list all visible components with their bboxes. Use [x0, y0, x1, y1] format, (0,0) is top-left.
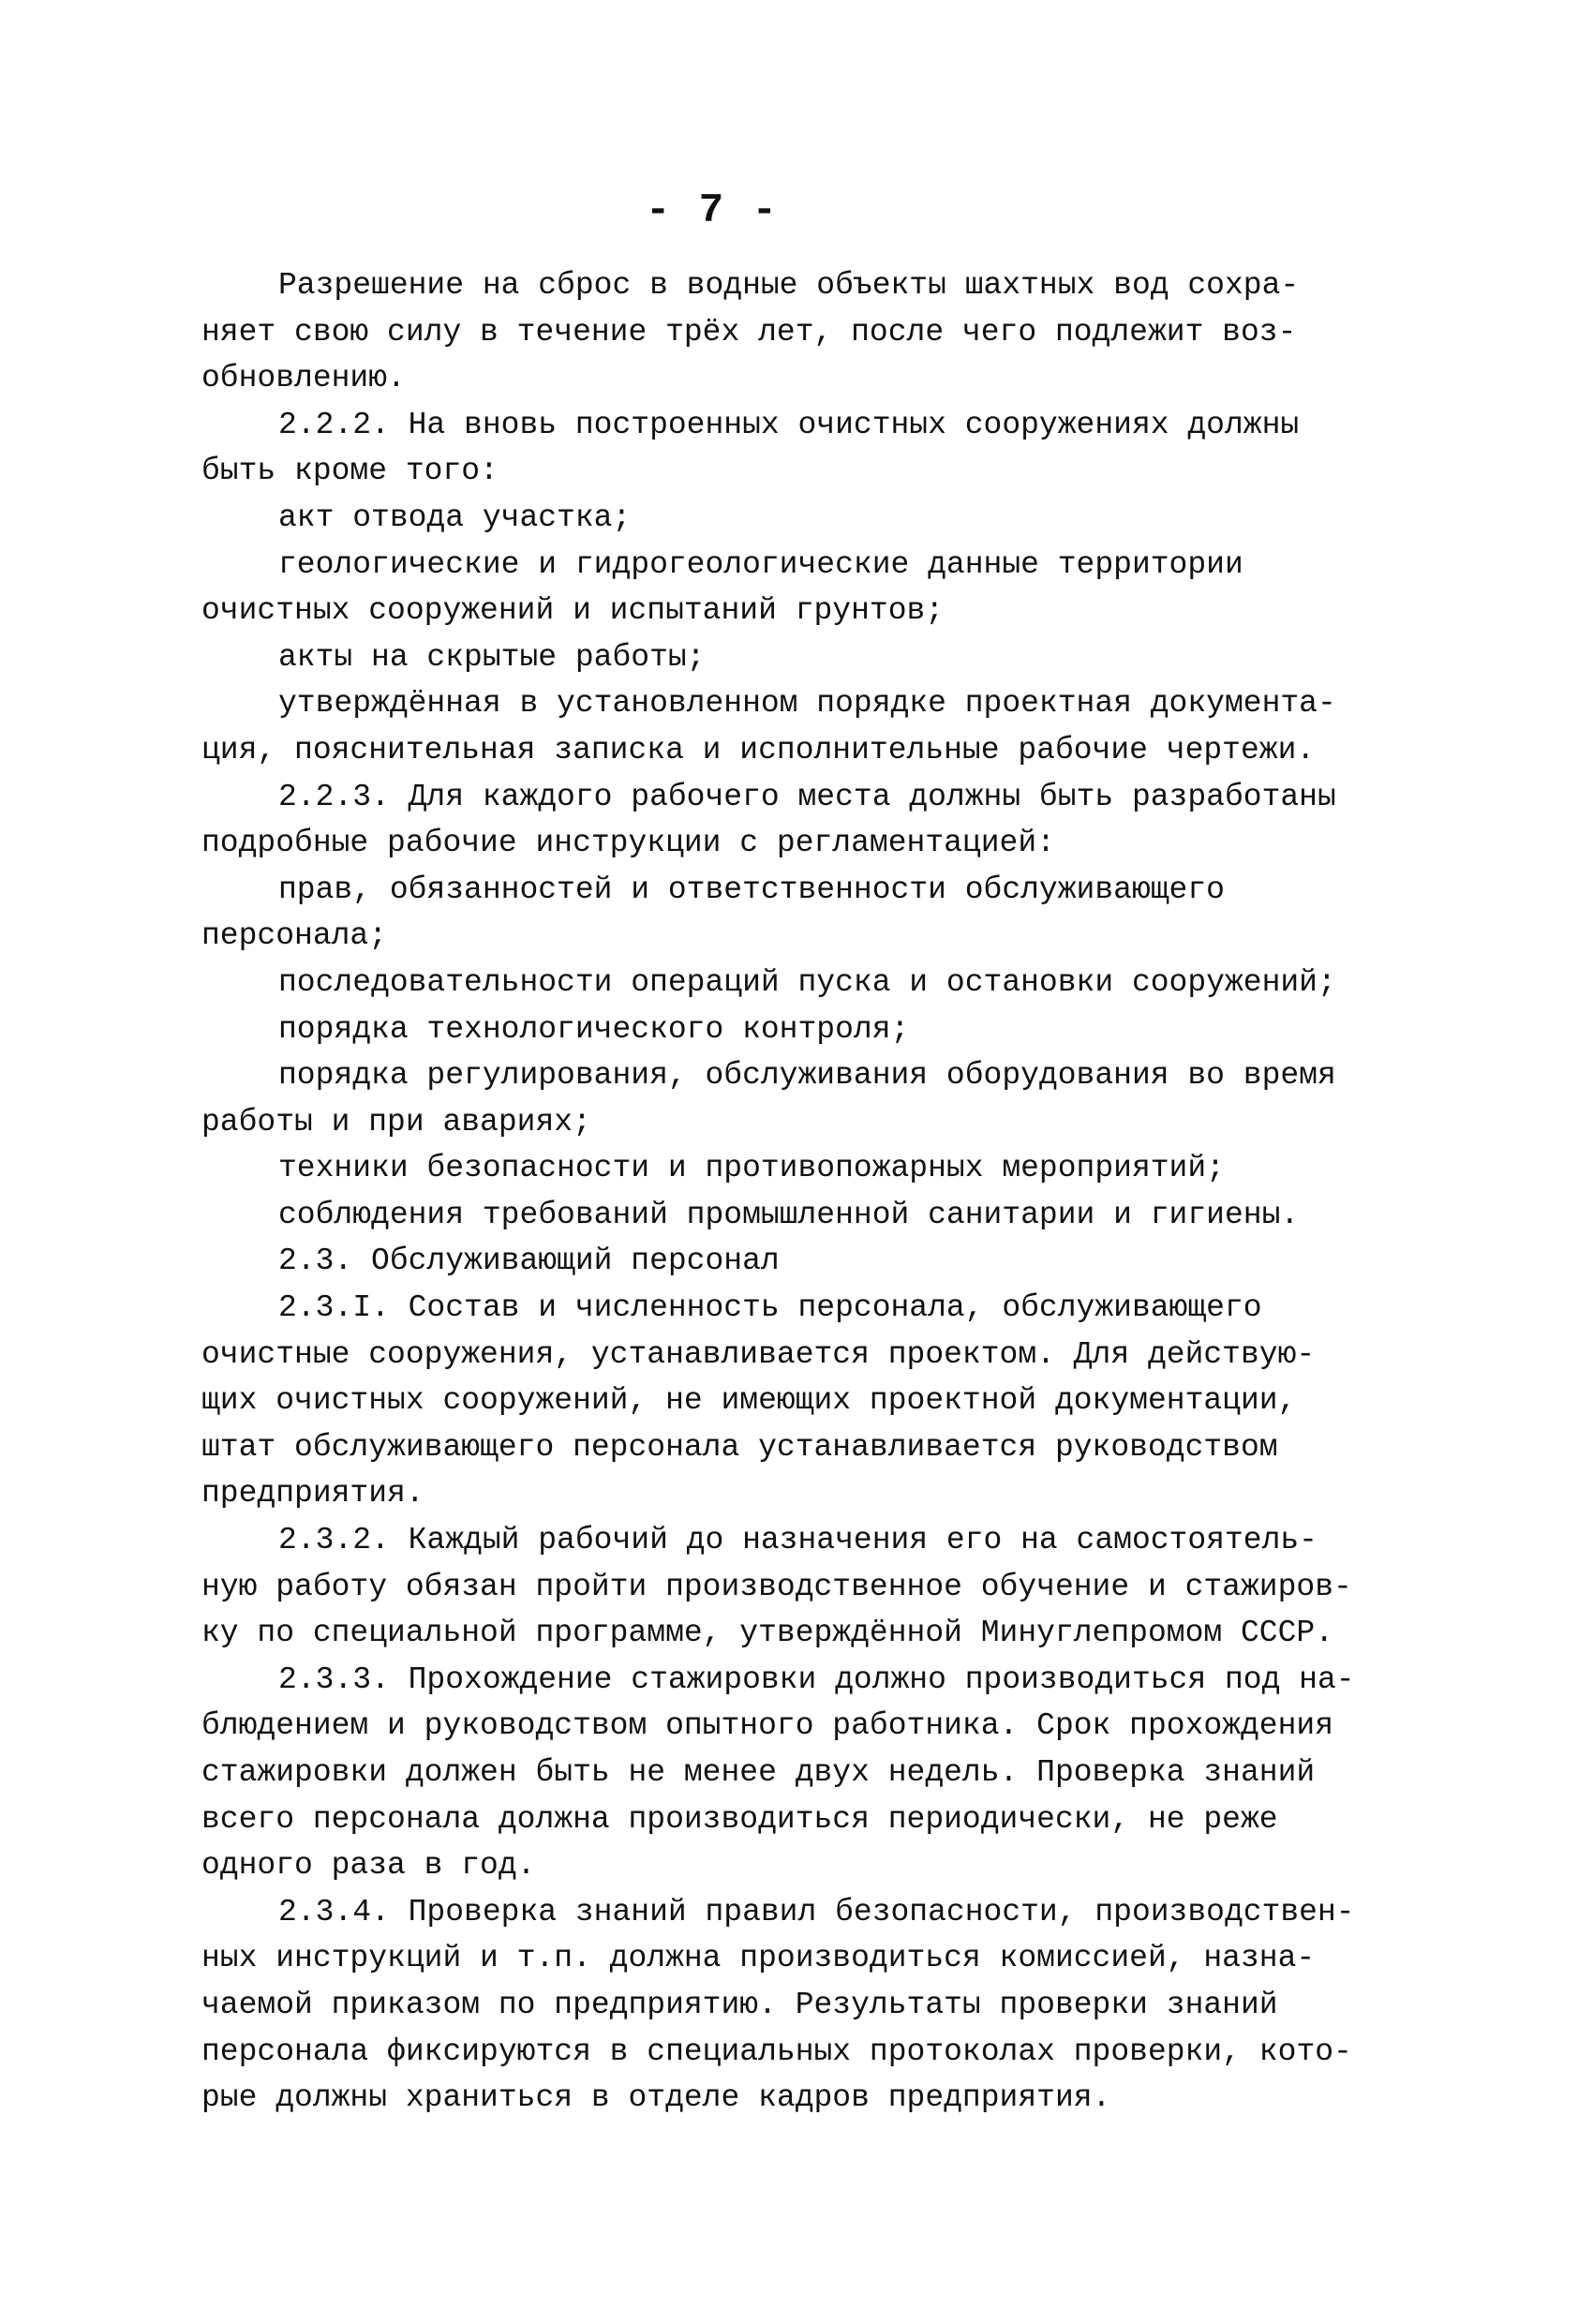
text-line: подробные рабочие инструкции с регламентацией:: [201, 826, 1055, 861]
text-line: Разрешение на сброс в водные объекты шахтных вод сохра-: [278, 268, 1300, 303]
text-line: стажировки должен быть не менее двух недель. Проверка знаний: [201, 1755, 1316, 1790]
text-line: акты на скрытые работы;: [278, 639, 706, 675]
text-line: ную работу обязан пройти производственное обучение и стажиров-: [201, 1569, 1352, 1604]
text-line: прав, обязанностей и ответственности обслуживающего: [278, 872, 1225, 907]
text-line: очистные сооружения, устанавливается проектом. Для действую-: [201, 1336, 1316, 1372]
text-line: штат обслуживающего персонала устанавливается руководством: [201, 1429, 1278, 1465]
text-line: персонала;: [201, 918, 388, 954]
text-line: ку по специальной программе, утверждённой Минуглепромом СССР.: [201, 1616, 1333, 1651]
text-line: 2.3.2. Каждый рабочий до назначения его на самостоятель-: [278, 1523, 1318, 1558]
text-line: предприятия.: [201, 1476, 424, 1512]
text-line: одного раза в год.: [201, 1848, 536, 1884]
text-line: порядка регулирования, обслуживания оборудования во время: [278, 1058, 1336, 1094]
page-number: - 7 -: [645, 187, 780, 234]
text-line: соблюдения требований промышленной санитарии и гигиены.: [278, 1197, 1300, 1232]
document-body: [201, 262, 1410, 2122]
text-line: последовательности операций пуска и остановки сооружений;: [278, 964, 1336, 1000]
text-line: геологические и гидрогеологические данные территории: [278, 546, 1243, 582]
text-line: щих очистных сооружений, не имеющих проектной документации,: [201, 1383, 1297, 1419]
text-line: всего персонала должна производиться периодически, не реже: [201, 1801, 1278, 1837]
text-line: рые должны храниться в отделе кадров предприятия.: [201, 2080, 1111, 2116]
text-line: обновлению.: [201, 361, 406, 396]
text-line: 2.3. Обслуживающий персонал: [278, 1244, 780, 1279]
text-line: 2.2.2. На вновь построенных очистных сооружениях должны: [278, 407, 1300, 442]
text-line: 2.3.I. Состав и численность персонала, обслуживающего: [278, 1290, 1262, 1326]
text-line: 2.3.4. Проверка знаний правил безопасности, производствен-: [278, 1894, 1355, 1929]
text-line: блюдением и руководством опытного работника. Срок прохождения: [201, 1708, 1333, 1744]
text-line: чаемой приказом по предприятию. Результаты проверки знаний: [201, 1987, 1278, 2022]
text-line: очистных сооружений и испытаний грунтов;: [201, 593, 945, 629]
text-line: техники безопасности и противопожарных мероприятий;: [278, 1151, 1225, 1186]
text-line: ных инструкций и т.п. должна производиться комиссией, назна-: [201, 1941, 1316, 1976]
text-line: 2.2.3. Для каждого рабочего места должны быть разработаны: [278, 779, 1336, 814]
text-line: ция, пояснительная записка и исполнительные рабочие чертежи.: [201, 732, 1316, 767]
text-line: работы и при авариях;: [201, 1104, 591, 1140]
text-line: 2.3.3. Прохождение стажировки должно производиться под на-: [278, 1661, 1355, 1697]
text-line: быть кроме того:: [201, 454, 499, 489]
text-line: няет свою силу в течение трёх лет, после чего подлежит воз-: [201, 314, 1297, 350]
text-line: акт отвода участка;: [278, 499, 632, 535]
text-line: персонала фиксируются в специальных протоколах проверки, кото-: [201, 2034, 1352, 2069]
text-line: утверждённая в установленном порядке проектная документа-: [278, 686, 1336, 722]
text-line: порядка технологического контроля;: [278, 1011, 910, 1047]
